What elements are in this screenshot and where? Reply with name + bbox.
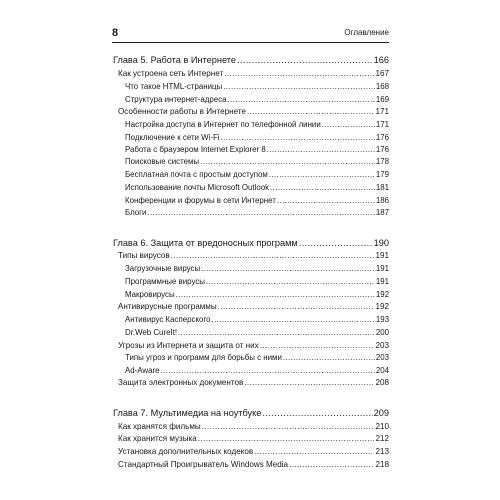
toc-page-number: 171 xyxy=(375,107,389,116)
toc-chapter xyxy=(113,406,389,420)
toc-entry-title: Бесплатная почта с простым доступом xyxy=(125,170,268,179)
toc-dot-leader xyxy=(270,181,375,195)
toc-page-number: 187 xyxy=(375,208,389,217)
toc-entry xyxy=(125,313,389,327)
header-rule xyxy=(112,42,389,43)
toc-page-number: 191 xyxy=(375,251,389,260)
toc-entry xyxy=(125,118,389,132)
running-title: Оглавление xyxy=(344,28,389,37)
toc-page-number: 186 xyxy=(375,196,389,205)
toc-entry xyxy=(118,458,389,472)
toc-entry-title: Конференции и форумы в сети Интернет xyxy=(125,196,276,205)
toc-entry-title: Глава 6. Защита от вредоносных программ xyxy=(113,238,298,248)
toc-page-number: 167 xyxy=(375,69,389,78)
toc-page-number: 176 xyxy=(375,145,389,154)
toc-entry xyxy=(118,249,389,263)
toc-page-number: 204 xyxy=(375,366,389,375)
toc-page-number: 178 xyxy=(375,157,389,166)
toc-dot-leader xyxy=(178,326,375,340)
toc-page-number: 191 xyxy=(375,277,389,286)
page-number: 8 xyxy=(112,27,119,39)
toc-page-number: 209 xyxy=(373,408,389,418)
toc-entry-title: Типы вирусов xyxy=(118,251,170,260)
toc-dot-leader xyxy=(237,53,373,67)
toc-entry-title: Блоги xyxy=(125,208,147,217)
toc-page-number: 203 xyxy=(375,341,389,350)
toc-dot-leader xyxy=(322,118,375,132)
toc-dot-leader xyxy=(247,105,375,119)
toc-page-number: 171 xyxy=(375,120,389,129)
toc-page-number: 176 xyxy=(375,133,389,142)
toc-entry-title: Глава 7. Мультимедиа на ноутбуке xyxy=(113,408,262,418)
toc-entry-title: Dr.Web CureIt! xyxy=(125,328,178,337)
toc-dot-leader xyxy=(198,432,375,446)
toc-entry-title: Подключение к сети Wi-Fi xyxy=(125,133,220,142)
toc-entry xyxy=(118,300,389,314)
toc-chapter xyxy=(113,53,389,67)
toc-entry-title: Загрузочные вирусы xyxy=(125,264,201,273)
toc-entry-title: Угрозы из Интернета и защита от них xyxy=(118,341,259,350)
toc-entry-title: Структура интернет-адреса xyxy=(125,95,227,104)
toc-page-number: 218 xyxy=(375,460,389,469)
toc-entry-title: Использование почты Microsoft Outlook xyxy=(125,183,270,192)
toc-page-number: 166 xyxy=(373,55,389,65)
toc-entry xyxy=(118,445,389,459)
toc-dot-leader xyxy=(206,275,375,289)
toc-dot-leader xyxy=(289,458,374,472)
toc-page-number: 192 xyxy=(375,302,389,311)
toc-dot-leader xyxy=(254,445,374,459)
toc-entry-title: Настройка доступа в Интернет по телефонной линии xyxy=(125,120,321,129)
toc-entry-title: Поисковые системы xyxy=(125,157,200,166)
toc-entry-title: Антивирусные программы xyxy=(118,302,217,311)
toc-page-number: 193 xyxy=(375,315,389,324)
toc-entry-title: Как устроена сеть Интернет xyxy=(118,69,224,78)
toc-entry xyxy=(125,155,389,169)
toc-dot-leader xyxy=(201,262,375,276)
toc-dot-leader xyxy=(244,376,374,390)
toc-entry xyxy=(125,262,389,276)
toc-dot-leader xyxy=(283,351,375,365)
toc-entry-title: Как хранится музыка xyxy=(118,434,197,443)
page-header xyxy=(112,26,389,40)
toc-dot-leader xyxy=(269,168,375,182)
toc-entry-title: Глава 5. Работа в Интернете xyxy=(113,55,236,65)
toc-dot-leader xyxy=(218,300,375,314)
toc-page-number: 169 xyxy=(375,95,389,104)
toc-entry xyxy=(118,67,389,81)
toc-entry xyxy=(125,351,389,365)
toc-dot-leader xyxy=(223,80,375,94)
toc-page-number: 181 xyxy=(375,183,389,192)
toc-dot-leader xyxy=(299,236,373,250)
toc-dot-leader xyxy=(147,206,374,220)
toc-page-number: 213 xyxy=(375,447,389,456)
toc-page-number: 200 xyxy=(375,328,389,337)
toc-entry xyxy=(118,432,389,446)
toc-page-number: 203 xyxy=(375,353,389,362)
toc-entry xyxy=(125,181,389,195)
toc-entry-title: Типы угроз и программ для борьбы с ними xyxy=(125,353,282,362)
toc-entry-title: Стандартный Проигрыватель Windows Media xyxy=(118,460,289,469)
toc-page-number: 179 xyxy=(375,170,389,179)
toc-entry-title: Антивирус Касперского xyxy=(125,315,211,324)
toc-entry-title: Особенности работы в Интернете xyxy=(118,107,246,116)
toc-dot-leader xyxy=(224,67,374,81)
toc-dot-leader xyxy=(262,406,372,420)
toc-entry-title: Защита электронных документов xyxy=(118,378,244,387)
toc-page-number: 192 xyxy=(375,290,389,299)
toc-dot-leader xyxy=(200,155,375,169)
toc-dot-leader xyxy=(171,249,375,263)
toc-page-number: 168 xyxy=(375,82,389,91)
toc-entry-title: Как хранятся фильмы xyxy=(118,422,201,431)
toc-dot-leader xyxy=(211,313,374,327)
toc-entry-title: Программные вирусы xyxy=(125,277,205,286)
toc-entry-title: Макровирусы xyxy=(125,290,175,299)
toc-entry xyxy=(125,326,389,340)
toc-entry-title: Ad-Aware xyxy=(125,366,160,375)
toc-entry xyxy=(118,376,389,390)
toc-page-number: 210 xyxy=(375,422,389,431)
toc-page-number: 191 xyxy=(375,264,389,273)
toc-entry-title: Что такое HTML-страницы xyxy=(125,82,223,91)
toc-page-number: 208 xyxy=(375,378,389,387)
toc-entry xyxy=(125,168,389,182)
toc-page-number: 190 xyxy=(373,238,389,248)
toc-entry-title: Установка дополнительных кодеков xyxy=(118,447,254,456)
toc-page-number: 212 xyxy=(375,434,389,443)
toc-entry-title: Работа с браузером Internet Explorer 8 xyxy=(125,145,266,154)
toc-entry xyxy=(118,105,389,119)
toc-chapter xyxy=(113,236,389,250)
toc-entry xyxy=(125,206,389,220)
toc-entry xyxy=(125,80,389,94)
toc-entry xyxy=(125,275,389,289)
